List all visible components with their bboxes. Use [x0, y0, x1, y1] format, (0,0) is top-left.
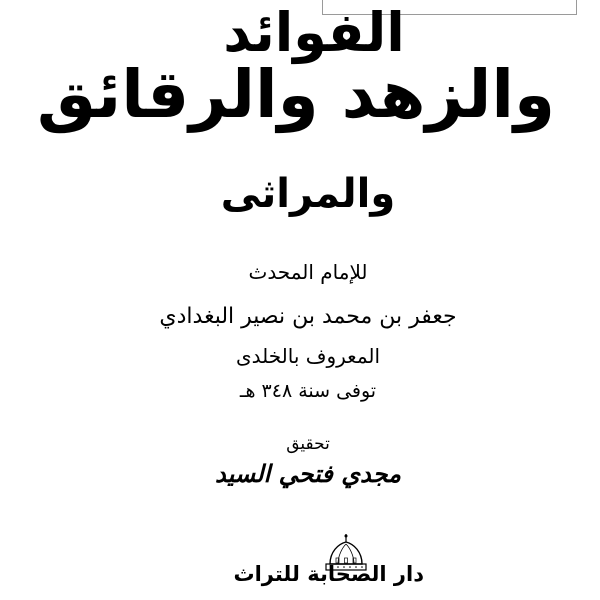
- author-known-as: المعروف بالخلدى: [235, 344, 381, 368]
- title-line-1: الفوائد: [223, 1, 405, 64]
- publisher-name: دار الصحابة للتراث: [233, 562, 424, 586]
- title-line-3: والمراثى: [220, 171, 396, 217]
- author-name: جعفر بن محمد بن نصير البغدادي: [159, 304, 457, 329]
- editor-name: مجدي فتحي السيد: [215, 460, 401, 488]
- author-prefix: للإمام المحدث: [248, 260, 368, 284]
- author-death-date: توفى سنة ٣٤٨ هـ: [239, 380, 377, 402]
- editor-label: تحقيق: [286, 434, 330, 454]
- publisher-block: [233, 534, 424, 596]
- title-line-2: والزهد والرقائق: [36, 56, 556, 133]
